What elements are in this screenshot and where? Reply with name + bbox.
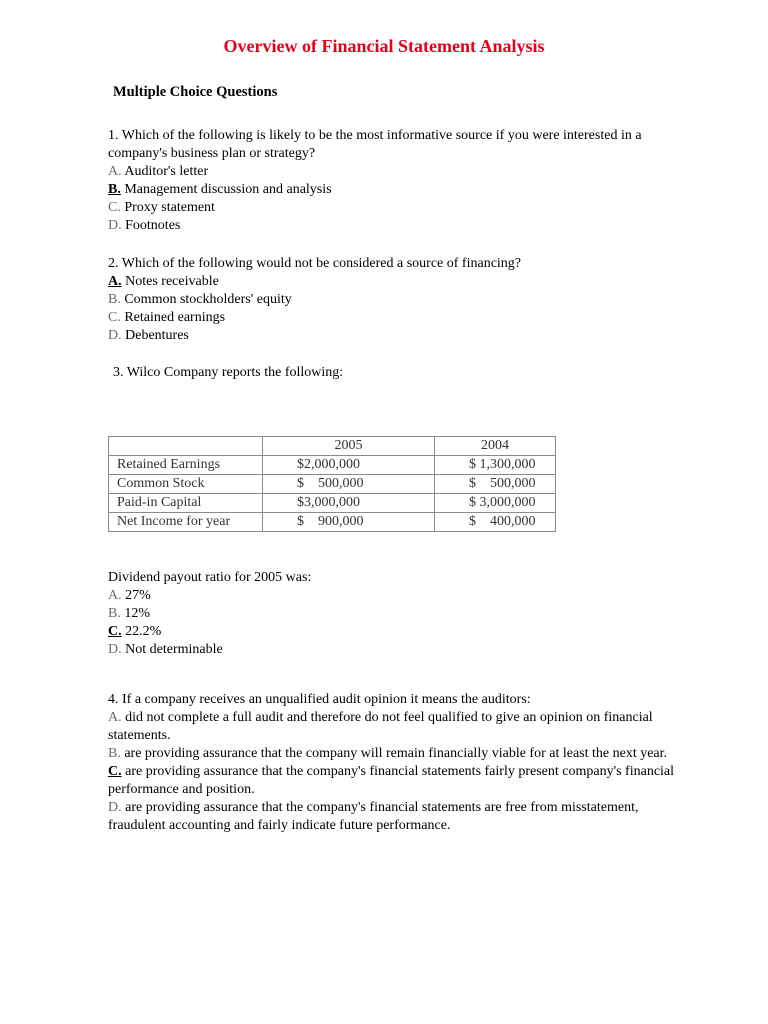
question-2 (108, 255, 688, 345)
table-header-cell: 2004 (435, 437, 556, 456)
table-cell: $2,000,000 (263, 456, 435, 475)
table-cell: Retained Earnings (109, 456, 263, 475)
option-c: C. Proxy statement (108, 200, 215, 215)
table-cell: $ 500,000 (263, 475, 435, 494)
table-row (109, 494, 556, 513)
question-4 (108, 691, 682, 835)
option-b: B. Management discussion and analysis (108, 182, 332, 197)
table-header-cell (109, 437, 263, 456)
question-1 (108, 127, 688, 235)
question-3-text: 3. Wilco Company reports the following: (113, 365, 344, 380)
question-text: Dividend payout ratio for 2005 was: (108, 570, 312, 585)
page-title: Overview of Financial Statement Analysis (223, 36, 545, 56)
option-d: D. Footnotes (108, 218, 181, 233)
option-a: A. Auditor's letter (108, 164, 209, 179)
option-a: A. Notes receivable (108, 274, 219, 289)
table-cell: Common Stock (109, 475, 263, 494)
option-a: A. did not complete a full audit and therefore do not feel qualified to give an opinion on financial statements. (108, 710, 653, 743)
question-text: 1. Which of the following is likely to be the most informative source if you were interested in a company's business plan or strategy? (108, 128, 642, 161)
question-text: 2. Which of the following would not be considered a source of financing? (108, 256, 522, 271)
option-d: D. are providing assurance that the company's financial statements are free from misstatement, fraudulent accounting and fairly indicate future performance. (108, 800, 639, 833)
table-cell: $3,000,000 (263, 494, 435, 513)
financial-table (108, 436, 556, 532)
option-b: B. 12% (108, 606, 151, 621)
question-text: 4. If a company receives an unqualified audit opinion it means the auditors: (108, 692, 531, 707)
table-cell: Net Income for year (109, 513, 263, 532)
table-row (109, 513, 556, 532)
table-cell: $ 900,000 (263, 513, 435, 532)
option-d: D. Debentures (108, 328, 189, 343)
table-header-cell: 2005 (263, 437, 435, 456)
table-cell: $ 500,000 (435, 475, 556, 494)
option-c: C. 22.2% (108, 624, 162, 639)
section-subtitle: Multiple Choice Questions (113, 84, 278, 100)
option-a: A. 27% (108, 588, 151, 603)
option-b: B. are providing assurance that the company will remain financially viable for at least the next year. (108, 746, 668, 761)
table-row (109, 456, 556, 475)
option-c: C. are providing assurance that the company's financial statements fairly present company's financial performance and position. (108, 764, 675, 797)
table-cell: $ 400,000 (435, 513, 556, 532)
table-cell: $ 1,300,000 (435, 456, 556, 475)
question-3-choices (108, 569, 688, 659)
table-row (109, 475, 556, 494)
table-cell: $ 3,000,000 (435, 494, 556, 513)
option-c: C. Retained earnings (108, 310, 226, 325)
table-header-row (109, 437, 556, 456)
table-cell: Paid-in Capital (109, 494, 263, 513)
option-d: D. Not determinable (108, 642, 223, 657)
option-b: B. Common stockholders' equity (108, 292, 292, 307)
